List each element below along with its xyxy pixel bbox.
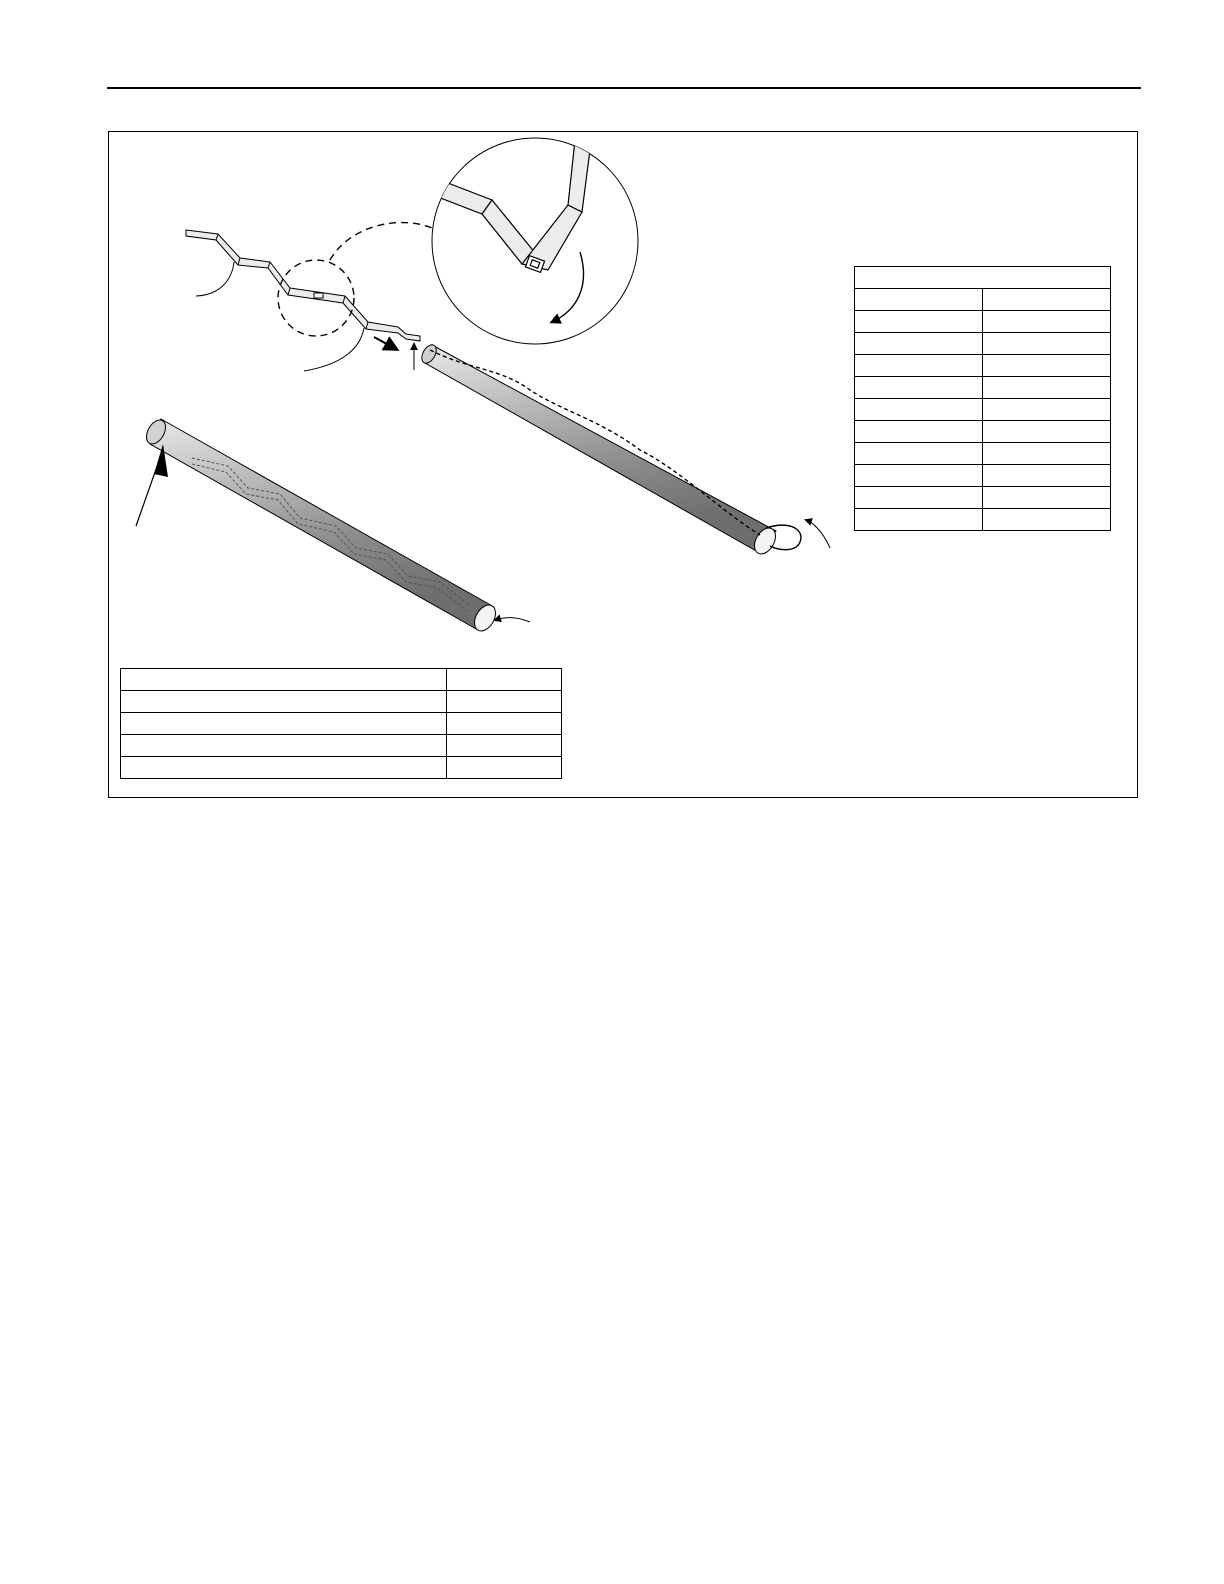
table-cell xyxy=(121,669,447,691)
detail-callout-lead xyxy=(330,223,432,260)
table-cell xyxy=(983,509,1111,531)
table-cell xyxy=(983,377,1111,399)
table-cell xyxy=(447,669,562,691)
table-cell xyxy=(121,691,447,713)
table-cell xyxy=(447,735,562,757)
table-row xyxy=(121,669,562,691)
table-cell xyxy=(983,487,1111,509)
table-cell xyxy=(855,333,983,355)
table-row xyxy=(855,289,1111,311)
parts-table xyxy=(120,668,562,779)
table-row xyxy=(855,333,1111,355)
table-row xyxy=(855,509,1111,531)
table-cell xyxy=(447,713,562,735)
table-row xyxy=(855,355,1111,377)
legend-table-title xyxy=(855,267,1111,289)
table-cell xyxy=(855,443,983,465)
table-cell xyxy=(855,421,983,443)
table-row xyxy=(855,465,1111,487)
table-cell xyxy=(855,509,983,531)
table-cell xyxy=(983,355,1111,377)
table-row xyxy=(855,377,1111,399)
table-cell xyxy=(855,355,983,377)
table-cell xyxy=(983,465,1111,487)
zigzag-strip xyxy=(186,230,420,341)
table-cell xyxy=(855,289,983,311)
upper-tube xyxy=(419,342,830,557)
table-row xyxy=(855,399,1111,421)
table-cell xyxy=(855,487,983,509)
table-row xyxy=(855,421,1111,443)
table-cell xyxy=(983,399,1111,421)
table-cell xyxy=(855,311,983,333)
table-cell xyxy=(447,691,562,713)
table-cell xyxy=(855,465,983,487)
table-cell xyxy=(983,443,1111,465)
table-row xyxy=(855,487,1111,509)
magnified-detail xyxy=(430,138,638,344)
table-cell xyxy=(447,757,562,779)
table-cell xyxy=(121,735,447,757)
table-row xyxy=(121,735,562,757)
table-row xyxy=(855,311,1111,333)
legend-table-title-row xyxy=(855,267,1111,289)
table-cell xyxy=(983,333,1111,355)
table-row xyxy=(855,443,1111,465)
legend-table xyxy=(854,266,1111,531)
table-cell xyxy=(121,713,447,735)
table-cell xyxy=(983,311,1111,333)
table-row xyxy=(121,713,562,735)
table-cell xyxy=(855,399,983,421)
table-cell xyxy=(121,757,447,779)
table-cell xyxy=(855,377,983,399)
table-cell xyxy=(983,421,1111,443)
table-cell xyxy=(983,289,1111,311)
lower-tube xyxy=(136,417,530,635)
table-row xyxy=(121,691,562,713)
table-row xyxy=(121,757,562,779)
